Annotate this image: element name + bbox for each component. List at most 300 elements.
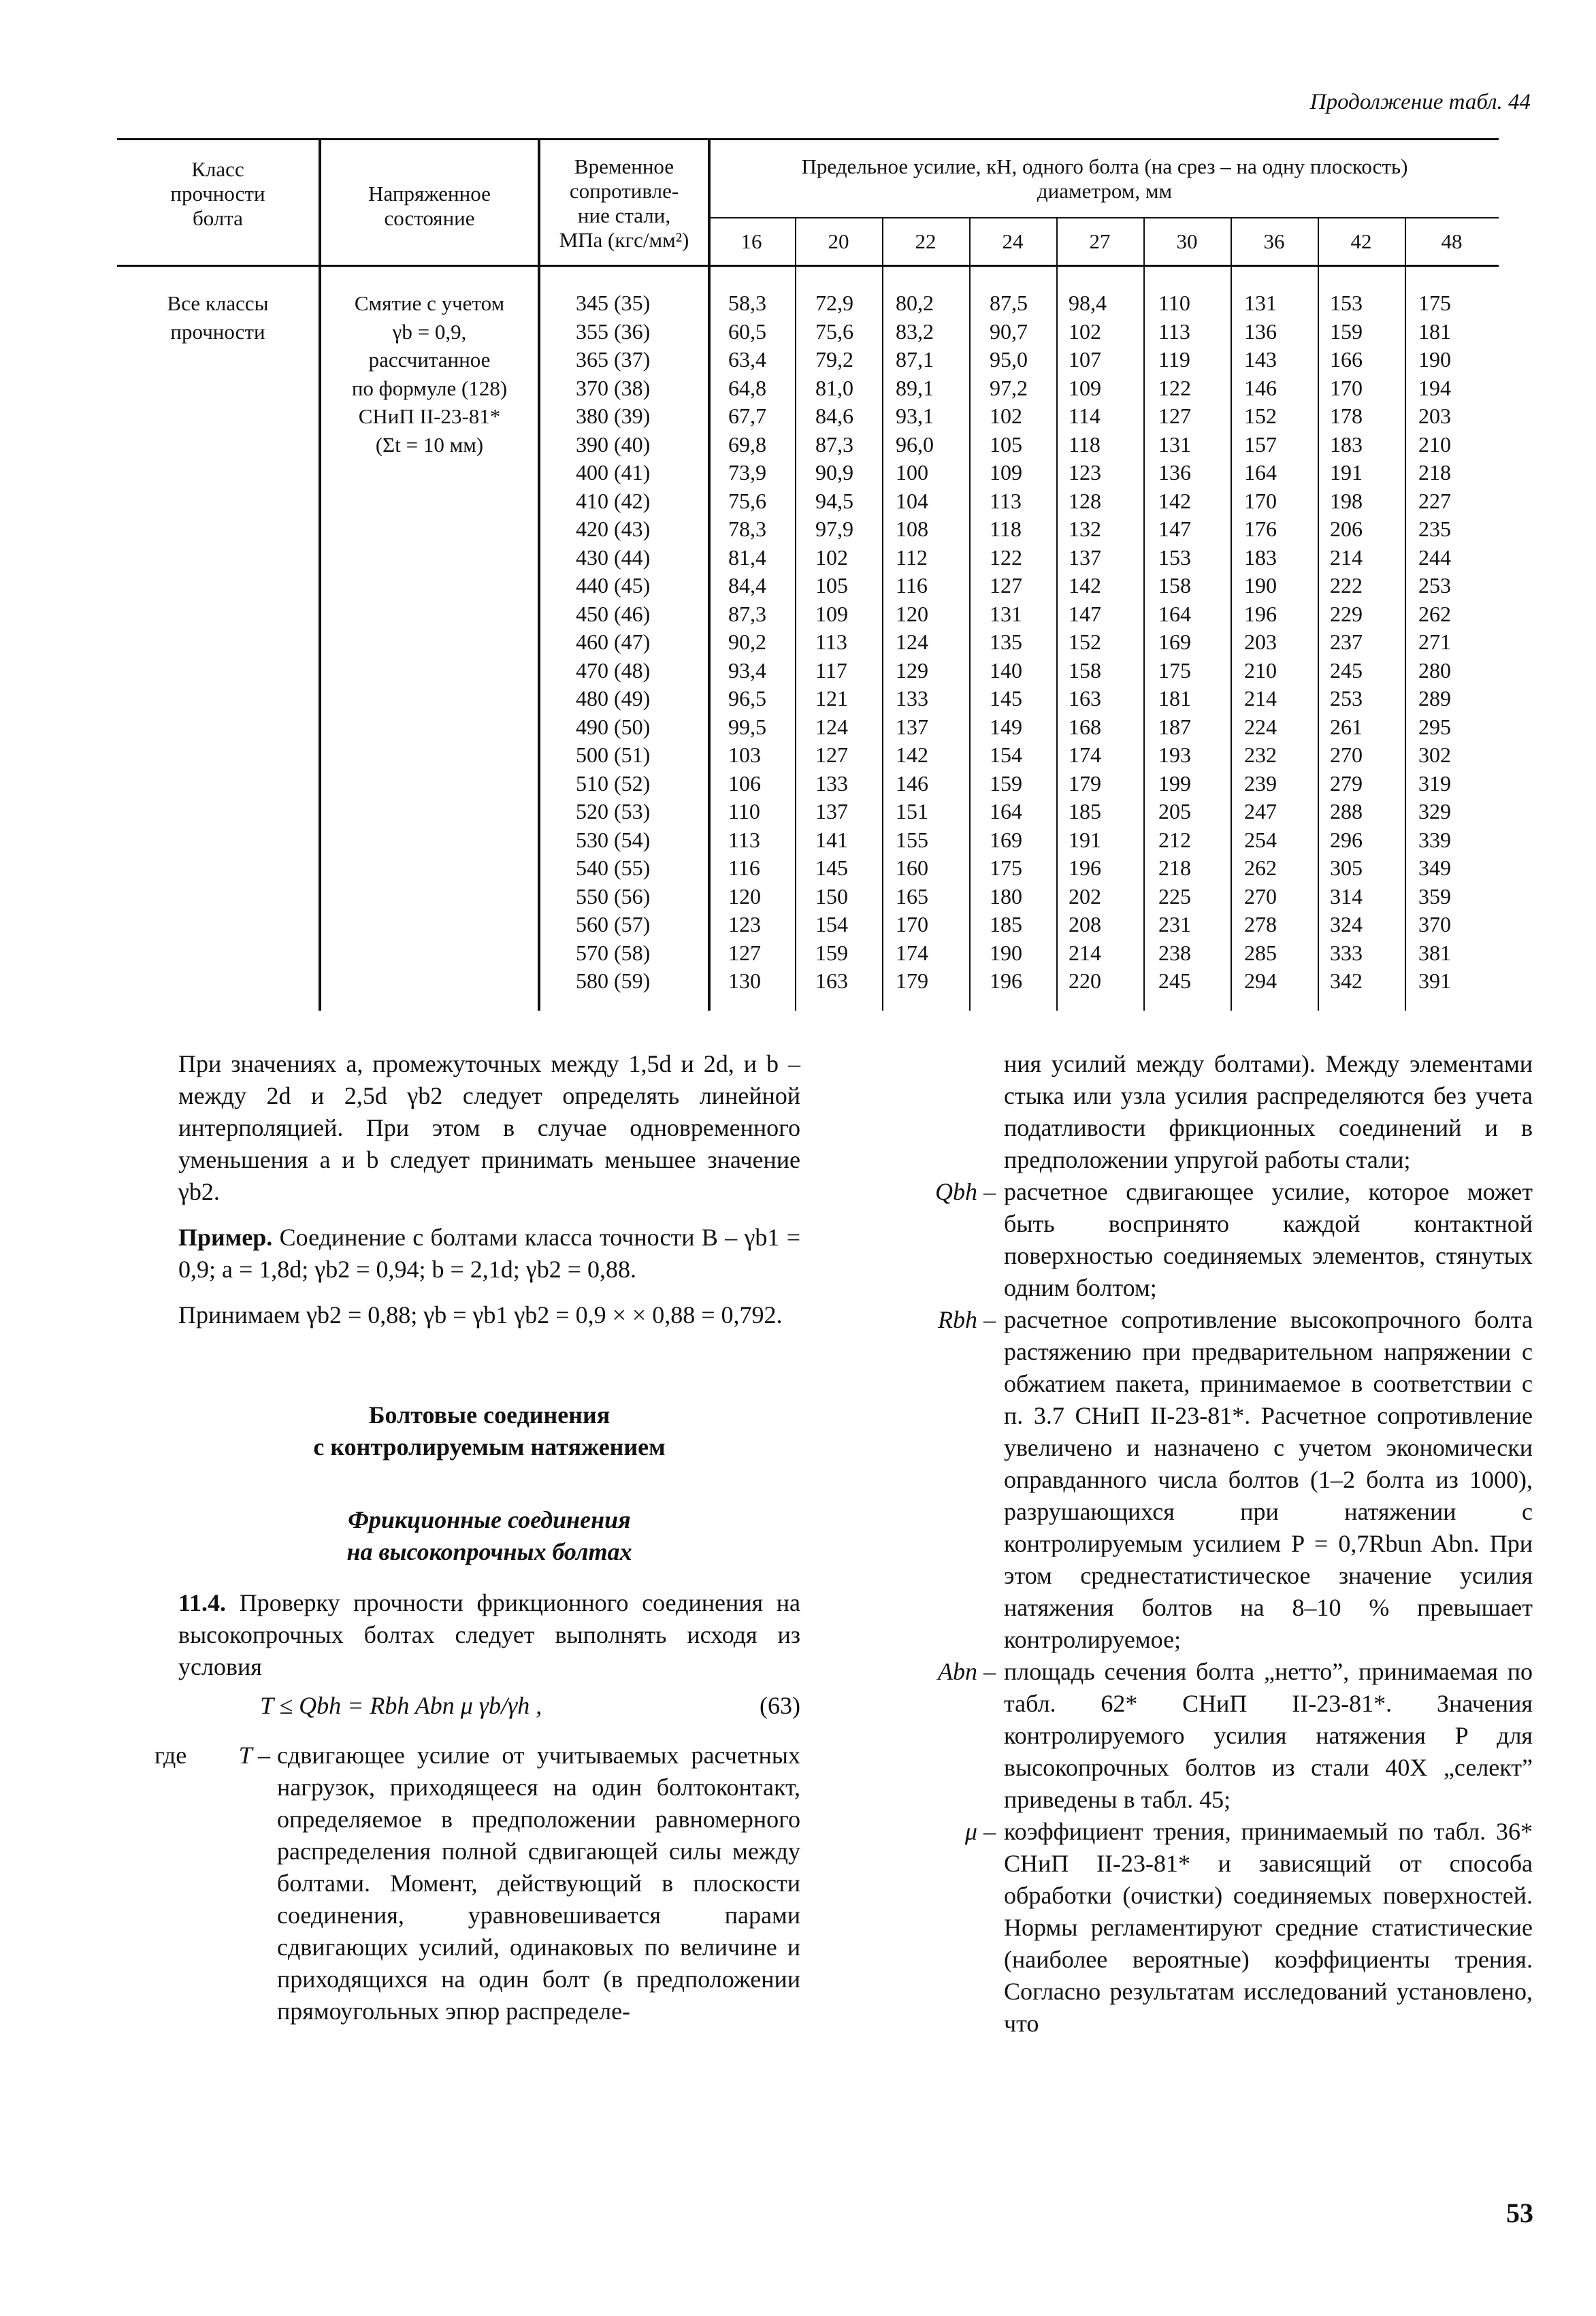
symbol-Qbh: Qbh – (935, 1178, 996, 1205)
force-value-d22-cell: 87,1 (896, 347, 934, 372)
force-value-d20-cell: 84,6 (815, 404, 853, 428)
force-value-d24-cell: 102 (990, 404, 1022, 428)
force-value-d24-cell: 164 (990, 799, 1022, 823)
force-value-d22-cell: 155 (896, 827, 928, 852)
force-value-d42-cell: 206 (1330, 517, 1363, 541)
force-value-d24-cell: 180 (990, 883, 1022, 909)
section-heading-line2: с контролируемым натяжением (313, 1433, 666, 1461)
force-value-d24-cell: 109 (990, 460, 1022, 485)
strength-value-cell: 370 (38) (576, 375, 651, 400)
symbol-mu: μ – (964, 1818, 996, 1845)
force-column-d24 (990, 289, 1028, 996)
diameter-20: 20 (828, 229, 849, 253)
force-value-d27-cell: 132 (1069, 517, 1101, 541)
force-value-d30-cell: 110 (1158, 291, 1190, 315)
force-value-d20-cell: 117 (815, 657, 847, 683)
force-value-d30-cell: 131 (1158, 431, 1191, 457)
col-divider-d22 (882, 217, 883, 1011)
force-value-d36-cell: 247 (1244, 799, 1277, 823)
force-value-d48-cell: 359 (1418, 883, 1451, 909)
force-value-d48-cell: 203 (1418, 404, 1451, 428)
force-value-d16-cell: 81,4 (728, 544, 766, 570)
col-divider-d27 (1056, 217, 1058, 1011)
force-value-d22-cell: 93,1 (896, 404, 934, 428)
subsection-heading-line1: Фрикционные соединения (348, 1506, 631, 1533)
force-value-d42-cell: 342 (1330, 968, 1363, 993)
force-value-d42-cell: 333 (1330, 940, 1363, 965)
diameter-22: 22 (915, 229, 937, 253)
force-value-d27-cell: 109 (1069, 375, 1101, 400)
force-value-d24-cell: 185 (990, 912, 1022, 936)
force-value-d20-cell: 75,6 (815, 319, 853, 344)
force-value-d20-cell: 150 (815, 883, 848, 909)
definition-Rbh (905, 1304, 1533, 1656)
clause-number: 11.4. (178, 1589, 227, 1616)
strength-value-cell: 490 (50) (576, 714, 651, 739)
force-value-d36-cell: 196 (1244, 601, 1277, 626)
strength-value-cell: 450 (46) (576, 601, 651, 626)
strength-value-cell: 510 (52) (576, 770, 651, 796)
force-value-d42-cell: 198 (1330, 488, 1363, 513)
force-value-d16-cell: 63,4 (728, 347, 766, 372)
force-value-d20-cell: 163 (815, 968, 848, 993)
force-value-d22-cell: 151 (896, 799, 928, 823)
strength-value-cell: 470 (48) (576, 657, 651, 683)
force-value-d16-cell: 73,9 (728, 460, 766, 485)
diameter-48: 48 (1441, 229, 1463, 253)
force-value-d22-cell: 83,2 (896, 319, 934, 344)
force-value-d27-cell: 98,4 (1069, 291, 1107, 315)
force-value-d20-cell: 124 (815, 714, 848, 739)
force-value-d22-cell: 146 (896, 770, 928, 796)
header-strength: Временное сопротивле- ние стали, МПа (кгс/мм²) (559, 154, 689, 252)
header-force: Предельное усилие, кН, одного болта (на срез – на одну плоскость) диаметром, мм (801, 154, 1408, 203)
force-value-d27-cell: 208 (1069, 912, 1101, 936)
force-value-d36-cell: 239 (1244, 770, 1277, 796)
force-column-d48 (1418, 289, 1451, 996)
force-value-d24-cell: 97,2 (990, 375, 1028, 400)
force-value-d30-cell: 127 (1158, 404, 1191, 428)
force-value-d48-cell: 370 (1418, 912, 1451, 936)
definition-mu-text: коэффициент трения, принимаемый по табл. 36* СНиП II-23-81* и зависящий от способа обработки (очистки) соединяемых поверхностей. Нормы регламентируют средние статистические (наиболее вероятные) коэффициенты трения. Согласно результатам исследований установлено, что (1004, 1818, 1533, 2037)
definition-T (154, 1740, 800, 2027)
definition-T-text: сдвигающее усилие от учитываемых расчетных нагрузок, приходящееся на один болтоконтакт, определяемое в предположении равномерного распределения полной сдвигающей силы между болтами. Момент, действующий в плоскости соединения, уравновешивается парами сдвигающих усилий, одинаковых по величине и приходящихся на один болт (в предположении прямоугольных эпюр распределе- (277, 1742, 800, 2025)
force-value-d30-cell: 199 (1158, 770, 1191, 796)
header-split-rule (708, 217, 1499, 218)
force-value-d22-cell: 108 (896, 517, 928, 541)
force-value-d36-cell: 136 (1244, 319, 1277, 344)
force-value-d16-cell: 87,3 (728, 601, 766, 626)
force-value-d42-cell: 245 (1330, 657, 1363, 683)
force-value-d16-cell: 60,5 (728, 319, 766, 344)
force-value-d16-cell: 96,5 (728, 686, 766, 711)
force-value-d24-cell: 145 (990, 686, 1022, 711)
force-value-d22-cell: 104 (896, 488, 928, 513)
force-column-d30 (1158, 289, 1191, 996)
force-value-d36-cell: 157 (1244, 431, 1277, 457)
force-column-d20 (815, 289, 853, 996)
force-value-d48-cell: 235 (1418, 517, 1451, 541)
definition-Rbh-text: расчетное сопротивление высокопрочного болта растяжению при предварительном напряжении с обжатием пакета, принимаемое в соответствии с п. 3.7 СНиП II-23-81*. Расчетное сопротивление увеличено и назначено с учетом экономически оправданного числа болтов (1–2 болта из 1000), разрушающихся при натяжении с контролируемым усилием P = 0,7Rbun Abn. При этом среднестатистическое значение усилия натяжения болтов на 8–10 % превышает контролируемое; (1004, 1306, 1533, 1653)
table-continuation-label: Продолжение табл. 44 (1309, 90, 1531, 114)
clause-text: Проверку прочности фрикционного соединения на высокопрочных болтах следует выполнять исходя из условия (178, 1589, 801, 1680)
force-value-d30-cell: 193 (1158, 743, 1191, 767)
force-value-d20-cell: 79,2 (815, 347, 853, 372)
force-value-d16-cell: 93,4 (728, 657, 766, 683)
force-value-d36-cell: 146 (1244, 375, 1277, 400)
force-value-d36-cell: 214 (1244, 686, 1277, 711)
force-value-d42-cell: 261 (1330, 714, 1363, 739)
strength-value-cell: 570 (58) (576, 940, 651, 965)
force-value-d20-cell: 81,0 (815, 375, 853, 400)
force-value-d16-cell: 123 (728, 912, 761, 936)
strength-value-cell: 440 (45) (576, 573, 651, 598)
force-value-d48-cell: 253 (1418, 573, 1451, 598)
force-column-d27 (1069, 289, 1107, 996)
force-value-d48-cell: 181 (1418, 319, 1451, 344)
force-value-d30-cell: 181 (1158, 686, 1191, 711)
force-value-d27-cell: 147 (1069, 601, 1101, 626)
force-value-d42-cell: 305 (1330, 855, 1363, 880)
force-value-d36-cell: 152 (1244, 404, 1277, 428)
force-value-d20-cell: 72,9 (815, 291, 853, 315)
force-value-d42-cell: 229 (1330, 601, 1363, 626)
header-bottom-rule (117, 265, 1499, 267)
force-value-d30-cell: 212 (1158, 827, 1191, 852)
definition-mu (905, 1816, 1533, 2040)
strength-value-cell: 530 (54) (576, 827, 651, 852)
force-value-d20-cell: 87,3 (815, 431, 853, 457)
symbol-T: T – (238, 1742, 270, 1769)
force-value-d30-cell: 225 (1158, 883, 1191, 909)
force-value-d27-cell: 196 (1069, 855, 1101, 880)
strength-value-cell: 430 (44) (576, 544, 651, 570)
force-value-d48-cell: 329 (1418, 799, 1451, 823)
diameter-16: 16 (740, 229, 762, 253)
force-value-d20-cell: 137 (815, 799, 848, 823)
force-value-d48-cell: 381 (1418, 940, 1451, 965)
force-value-d22-cell: 142 (896, 743, 928, 767)
force-value-d24-cell: 87,5 (990, 291, 1028, 315)
diameter-30: 30 (1176, 229, 1198, 253)
class-cell: Все классы прочности (167, 291, 269, 344)
force-value-d20-cell: 159 (815, 940, 848, 965)
force-value-d42-cell: 279 (1330, 770, 1363, 796)
force-value-d20-cell: 94,5 (815, 488, 853, 513)
force-value-d42-cell: 253 (1330, 686, 1363, 711)
where-word: где (154, 1742, 187, 1769)
force-value-d48-cell: 227 (1418, 488, 1451, 513)
force-value-d27-cell: 158 (1069, 657, 1101, 683)
force-value-d48-cell: 210 (1418, 431, 1451, 457)
force-value-d27-cell: 202 (1069, 883, 1101, 909)
force-value-d20-cell: 121 (815, 686, 848, 711)
strength-value-cell: 500 (51) (576, 743, 651, 767)
strength-value-cell: 400 (41) (576, 460, 651, 485)
force-value-d30-cell: 142 (1158, 488, 1191, 513)
force-value-d42-cell: 296 (1330, 827, 1363, 852)
definition-Qbh (905, 1176, 1533, 1304)
strength-value-cell: 580 (59) (576, 968, 651, 993)
force-value-d16-cell: 103 (728, 743, 761, 767)
col-divider-d36 (1231, 217, 1232, 1011)
force-value-d30-cell: 119 (1158, 347, 1190, 372)
force-value-d42-cell: 159 (1330, 319, 1363, 344)
accept-paragraph: Принимаем γb2 = 0,88; γb = γb1 γb2 = 0,9 × × 0,88 = 0,792. (178, 1301, 783, 1328)
force-value-d27-cell: 102 (1069, 319, 1101, 344)
force-value-d24-cell: 196 (990, 968, 1022, 993)
force-value-d36-cell: 278 (1244, 912, 1277, 936)
symbol-Abn: Abn – (938, 1658, 996, 1685)
example-text: Соединение с болтами класса точности В – γb1 = 0,9; a = 1,8d; γb2 = 0,94; b = 2,1d; γb2 = 0,88. (178, 1224, 801, 1283)
col-divider-state (538, 138, 540, 1011)
force-value-d24-cell: 127 (990, 573, 1022, 598)
force-value-d22-cell: 160 (896, 855, 928, 880)
force-value-d30-cell: 245 (1158, 968, 1191, 993)
continued-text: ния усилий между болтами). Между элементами стыка или узла усилия распределяются без учета податливости фрикционных соединений и в предположении упругой работы стали; (1004, 1050, 1533, 1173)
force-value-d20-cell: 133 (815, 770, 848, 796)
force-value-d22-cell: 137 (896, 714, 928, 739)
force-value-d22-cell: 112 (896, 544, 928, 570)
force-value-d20-cell: 145 (815, 855, 848, 880)
force-column-d22 (896, 289, 934, 996)
force-value-d24-cell: 122 (990, 544, 1022, 570)
force-value-d48-cell: 289 (1418, 686, 1451, 711)
force-value-d36-cell: 262 (1244, 855, 1277, 880)
force-value-d42-cell: 191 (1330, 460, 1363, 485)
state-cell: Смятие с учетом γb = 0,9, рассчитанное по формуле (128) СНиП II-23-81* (Σt = 10 мм) (351, 291, 508, 457)
force-value-d30-cell: 238 (1158, 940, 1191, 965)
force-value-d20-cell: 109 (815, 601, 848, 626)
strength-value-cell: 410 (42) (576, 488, 651, 513)
force-value-d36-cell: 254 (1244, 827, 1277, 852)
force-value-d36-cell: 183 (1244, 544, 1277, 570)
force-value-d27-cell: 137 (1069, 544, 1101, 570)
force-value-d30-cell: 231 (1158, 912, 1191, 936)
force-value-d16-cell: 84,4 (728, 573, 766, 598)
force-value-d22-cell: 133 (896, 686, 928, 711)
force-value-d22-cell: 116 (896, 573, 928, 598)
strength-value-cell: 550 (56) (576, 883, 651, 909)
clause-paragraph (178, 1587, 800, 1683)
force-value-d42-cell: 222 (1330, 573, 1363, 598)
force-value-d48-cell: 194 (1418, 375, 1451, 400)
force-value-d30-cell: 158 (1158, 573, 1191, 598)
strength-value-cell: 345 (35) (576, 291, 651, 315)
force-value-d16-cell: 99,5 (728, 714, 766, 739)
force-value-d24-cell: 90,7 (990, 319, 1028, 344)
force-value-d42-cell: 237 (1330, 630, 1363, 654)
formula-63 (178, 1690, 800, 1722)
diameter-24: 24 (1002, 229, 1024, 253)
force-value-d16-cell: 75,6 (728, 488, 766, 513)
force-value-d20-cell: 90,9 (815, 460, 853, 485)
force-value-d36-cell: 224 (1244, 714, 1277, 739)
force-value-d48-cell: 175 (1418, 291, 1451, 315)
force-value-d30-cell: 175 (1158, 657, 1191, 683)
force-value-d48-cell: 391 (1418, 968, 1451, 993)
force-value-d42-cell: 183 (1330, 431, 1363, 457)
force-value-d30-cell: 136 (1158, 460, 1191, 485)
force-value-d36-cell: 170 (1244, 488, 1277, 513)
strength-value-cell: 480 (49) (576, 686, 651, 711)
force-value-d22-cell: 96,0 (896, 431, 934, 457)
force-value-d42-cell: 324 (1330, 912, 1363, 936)
force-value-d48-cell: 295 (1418, 714, 1451, 739)
force-value-d24-cell: 175 (990, 855, 1022, 880)
strength-value-cell: 420 (43) (576, 517, 651, 541)
force-value-d16-cell: 106 (728, 770, 761, 796)
force-value-d30-cell: 122 (1158, 375, 1191, 400)
force-value-d42-cell: 314 (1330, 883, 1363, 909)
force-value-d27-cell: 118 (1069, 431, 1101, 457)
force-value-d16-cell: 113 (728, 827, 760, 852)
force-value-d48-cell: 262 (1418, 601, 1451, 626)
force-column-d36 (1244, 289, 1277, 996)
force-value-d27-cell: 168 (1069, 714, 1101, 739)
force-value-d36-cell: 210 (1244, 657, 1277, 683)
force-value-d20-cell: 102 (815, 544, 848, 570)
force-value-d24-cell: 118 (990, 517, 1022, 541)
force-value-d22-cell: 124 (896, 630, 928, 654)
force-value-d30-cell: 205 (1158, 799, 1191, 823)
force-value-d22-cell: 89,1 (896, 375, 934, 400)
force-value-d22-cell: 170 (896, 912, 928, 936)
definition-Abn-text: площадь сечения болта „нетто”, принимаемая по табл. 62* СНиП II-23-81*. Значения контролируемого усилия натяжения P для высокопрочных болтов из стали 40Х „селект” приведены в табл. 45; (1004, 1658, 1533, 1813)
force-value-d48-cell: 244 (1418, 544, 1451, 570)
force-value-d16-cell: 116 (728, 855, 760, 880)
force-value-d24-cell: 113 (990, 488, 1022, 513)
force-value-d20-cell: 154 (815, 912, 848, 936)
force-value-d36-cell: 164 (1244, 460, 1277, 485)
force-value-d24-cell: 149 (990, 714, 1022, 739)
force-value-d36-cell: 131 (1244, 291, 1277, 315)
force-value-d27-cell: 179 (1069, 770, 1101, 796)
force-value-d42-cell: 270 (1330, 743, 1363, 767)
force-value-d20-cell: 113 (815, 630, 847, 654)
definition-Qbh-text: расчетное сдвигающее усилие, которое может быть воспринято каждой контактной поверхностью соединяемых элементов, стянутых одним болтом; (1004, 1178, 1533, 1301)
force-value-d27-cell: 123 (1069, 460, 1101, 485)
force-value-d16-cell: 67,7 (728, 404, 766, 428)
force-value-d36-cell: 294 (1244, 968, 1277, 993)
force-value-d16-cell: 58,3 (728, 291, 766, 315)
force-value-d30-cell: 147 (1158, 517, 1191, 541)
force-value-d30-cell: 113 (1158, 319, 1190, 344)
col-divider-strength (708, 138, 711, 1011)
force-value-d20-cell: 127 (815, 743, 848, 767)
force-value-d36-cell: 285 (1244, 940, 1277, 965)
force-value-d42-cell: 214 (1330, 544, 1363, 570)
force-value-d36-cell: 203 (1244, 630, 1277, 654)
force-value-d22-cell: 179 (896, 968, 928, 993)
force-value-d27-cell: 114 (1069, 404, 1101, 428)
force-value-d36-cell: 232 (1244, 743, 1277, 767)
force-value-d48-cell: 302 (1418, 743, 1451, 767)
header-state: Напряженное состояние (368, 182, 491, 230)
force-value-d27-cell: 191 (1069, 827, 1101, 852)
diameter-42: 42 (1350, 229, 1372, 253)
force-column-d16 (728, 289, 766, 996)
force-value-d27-cell: 185 (1069, 799, 1101, 823)
force-value-d42-cell: 166 (1330, 347, 1363, 372)
col-divider-d20 (795, 217, 796, 1011)
force-value-d16-cell: 64,8 (728, 375, 766, 400)
force-value-d48-cell: 218 (1418, 460, 1451, 485)
interpolation-paragraph: При значениях a, промежуточных между 1,5d и 2d, и b – между 2d и 2,5d γb2 следует определять линейной интерполяцией. При этом в случае одновременного уменьшения a и b следует принимать меньшее значение γb2. (178, 1050, 800, 1205)
strength-value-cell: 380 (39) (576, 404, 651, 428)
force-value-d16-cell: 69,8 (728, 431, 766, 457)
right-text-column (905, 1048, 1533, 2040)
force-value-d20-cell: 141 (815, 827, 848, 852)
force-value-d24-cell: 169 (990, 827, 1022, 852)
section-heading-line1: Болтовые соединения (368, 1401, 610, 1429)
header-class: Класс прочности болта (170, 157, 265, 230)
force-column-d42 (1330, 289, 1363, 996)
force-value-d27-cell: 142 (1069, 573, 1101, 598)
symbol-Rbh: Rbh – (938, 1306, 996, 1333)
force-value-d22-cell: 174 (896, 940, 928, 965)
strength-value-cell: 460 (47) (576, 630, 651, 654)
force-value-d20-cell: 97,9 (815, 517, 853, 541)
force-value-d42-cell: 153 (1330, 291, 1363, 315)
force-value-d36-cell: 270 (1244, 883, 1277, 909)
force-value-d48-cell: 190 (1418, 347, 1451, 372)
force-value-d16-cell: 120 (728, 883, 761, 909)
force-value-d36-cell: 176 (1244, 517, 1277, 541)
force-value-d30-cell: 187 (1158, 714, 1191, 739)
force-value-d16-cell: 110 (728, 799, 760, 823)
force-value-d48-cell: 339 (1418, 827, 1451, 852)
force-value-d16-cell: 127 (728, 940, 761, 965)
strength-column (576, 289, 705, 996)
force-value-d30-cell: 218 (1158, 855, 1191, 880)
strength-value-cell: 365 (37) (576, 347, 651, 372)
strength-value-cell: 540 (55) (576, 855, 651, 880)
force-value-d27-cell: 220 (1069, 968, 1101, 993)
force-value-d27-cell: 174 (1069, 743, 1101, 767)
definition-Abn (905, 1656, 1533, 1816)
force-value-d24-cell: 95,0 (990, 347, 1028, 372)
force-value-d24-cell: 135 (990, 630, 1022, 654)
diameter-27: 27 (1089, 229, 1111, 253)
force-value-d48-cell: 271 (1418, 630, 1451, 654)
force-value-d24-cell: 190 (990, 940, 1022, 965)
force-value-d24-cell: 131 (990, 601, 1022, 626)
force-value-d22-cell: 80,2 (896, 291, 934, 315)
force-value-d16-cell: 78,3 (728, 517, 766, 541)
col-divider-d30 (1143, 217, 1145, 1011)
formula-expression: T ≤ Qbh = Rbh Abn μ γb/γh , (260, 1692, 542, 1719)
col-divider-d42 (1318, 217, 1319, 1011)
col-divider-class (319, 138, 321, 1011)
strength-value-cell: 560 (57) (576, 912, 651, 936)
example-label: Пример. (178, 1224, 273, 1251)
force-value-d36-cell: 190 (1244, 573, 1277, 598)
example-paragraph (178, 1222, 800, 1286)
force-value-d27-cell: 152 (1069, 630, 1101, 654)
strength-value-cell: 355 (36) (576, 319, 651, 344)
formula-number: (63) (760, 1692, 800, 1719)
col-divider-d24 (969, 217, 971, 1011)
force-value-d27-cell: 163 (1069, 686, 1101, 711)
force-value-d24-cell: 105 (990, 431, 1022, 457)
force-value-d30-cell: 153 (1158, 544, 1191, 570)
strength-value-cell: 390 (40) (576, 431, 651, 457)
force-value-d27-cell: 128 (1069, 488, 1101, 513)
force-value-d42-cell: 288 (1330, 799, 1363, 823)
force-value-d27-cell: 214 (1069, 940, 1101, 965)
force-value-d48-cell: 349 (1418, 855, 1451, 880)
